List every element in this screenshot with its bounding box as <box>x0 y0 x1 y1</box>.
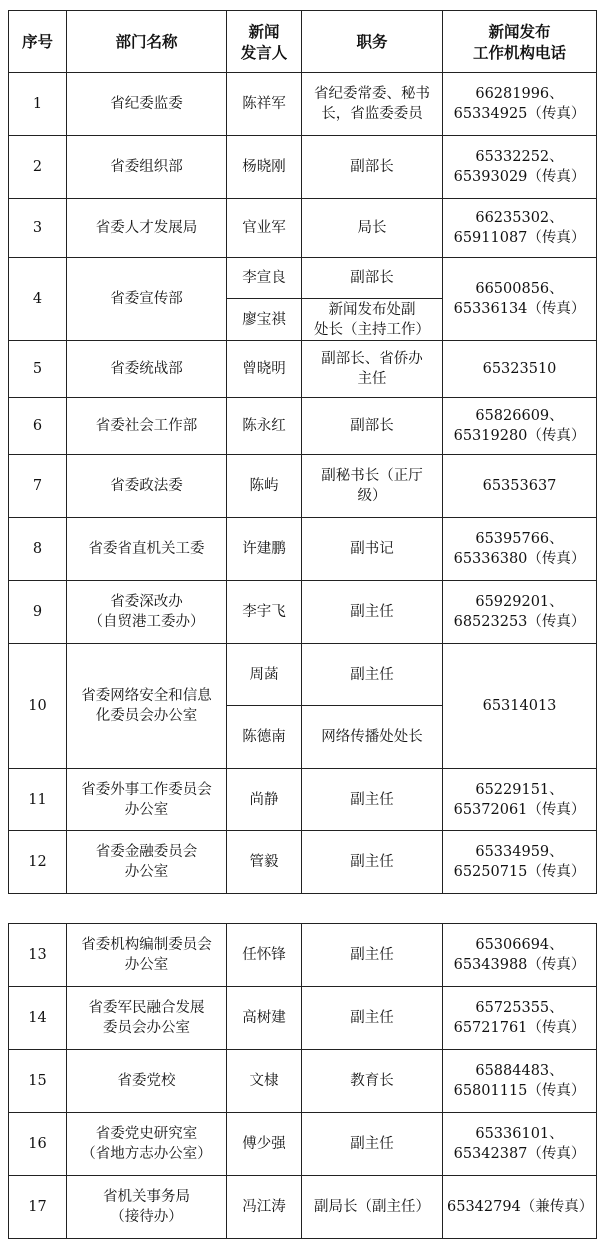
table-row <box>9 398 597 455</box>
dept-cell: 省委党校 <box>67 1050 227 1113</box>
dept-cell: 省委机构编制委员会 办公室 <box>67 924 227 987</box>
header-position: 职务 <box>302 11 443 73</box>
table-row <box>9 258 597 299</box>
seq-cell: 9 <box>9 581 67 644</box>
seq-cell: 17 <box>9 1176 67 1239</box>
phone-cell: 66235302、 65911087（传真） <box>443 199 597 258</box>
phone-cell: 65395766、 65336380（传真） <box>443 518 597 581</box>
table-row <box>9 769 597 831</box>
position-cell: 副部长、省侨办 主任 <box>302 341 443 398</box>
position-cell: 局长 <box>302 199 443 258</box>
seq-cell: 1 <box>9 73 67 136</box>
dept-cell: 省委人才发展局 <box>67 199 227 258</box>
header-seq: 序号 <box>9 11 67 73</box>
speaker-cell: 曾晓明 <box>227 341 302 398</box>
dept-cell: 省委社会工作部 <box>67 398 227 455</box>
position-cell: 副部长 <box>302 398 443 455</box>
table-row <box>9 1113 597 1176</box>
position-cell: 网络传播处处长 <box>302 706 443 769</box>
phone-cell: 66500856、 65336134（传真） <box>443 258 597 341</box>
position-cell: 副主任 <box>302 924 443 987</box>
speaker-cell: 冯江涛 <box>227 1176 302 1239</box>
seq-cell: 14 <box>9 987 67 1050</box>
phone-cell: 65725355、 65721761（传真） <box>443 987 597 1050</box>
seq-cell: 5 <box>9 341 67 398</box>
speaker-cell: 高树建 <box>227 987 302 1050</box>
phone-cell: 65229151、 65372061（传真） <box>443 769 597 831</box>
position-cell: 副主任 <box>302 644 443 706</box>
position-cell: 副主任 <box>302 769 443 831</box>
dept-cell: 省委军民融合发展 委员会办公室 <box>67 987 227 1050</box>
seq-cell: 3 <box>9 199 67 258</box>
seq-cell: 13 <box>9 924 67 987</box>
speaker-cell: 任怀锋 <box>227 924 302 987</box>
seq-cell: 2 <box>9 136 67 199</box>
phone-cell: 65323510 <box>443 341 597 398</box>
press-spokesperson-table-continued <box>8 923 597 1239</box>
speaker-cell: 傅少强 <box>227 1113 302 1176</box>
position-cell: 副书记 <box>302 518 443 581</box>
table-row <box>9 644 597 706</box>
position-cell: 副秘书长（正厅 级） <box>302 455 443 518</box>
seq-cell: 4 <box>9 258 67 341</box>
speaker-cell: 陈德南 <box>227 706 302 769</box>
seq-cell: 10 <box>9 644 67 769</box>
speaker-cell: 李宣良 <box>227 258 302 299</box>
seq-cell: 15 <box>9 1050 67 1113</box>
header-dept: 部门名称 <box>67 11 227 73</box>
position-cell: 副主任 <box>302 581 443 644</box>
phone-cell: 65342794（兼传真） <box>443 1176 597 1239</box>
dept-cell: 省委宣传部 <box>67 258 227 341</box>
table-row <box>9 73 597 136</box>
speaker-cell: 杨晓刚 <box>227 136 302 199</box>
position-cell: 副主任 <box>302 831 443 894</box>
speaker-cell: 许建鹏 <box>227 518 302 581</box>
dept-cell: 省委外事工作委员会 办公室 <box>67 769 227 831</box>
speaker-cell: 管毅 <box>227 831 302 894</box>
speaker-cell: 陈永红 <box>227 398 302 455</box>
speaker-cell: 尚静 <box>227 769 302 831</box>
position-cell: 副部长 <box>302 258 443 299</box>
position-cell: 副部长 <box>302 136 443 199</box>
phone-cell: 65334959、 65250715（传真） <box>443 831 597 894</box>
dept-cell: 省委政法委 <box>67 455 227 518</box>
phone-cell: 65336101、 65342387（传真） <box>443 1113 597 1176</box>
position-cell: 省纪委常委、秘书 长，省监委委员 <box>302 73 443 136</box>
table-row <box>9 341 597 398</box>
table-row <box>9 581 597 644</box>
speaker-cell: 官业军 <box>227 199 302 258</box>
speaker-cell: 李宇飞 <box>227 581 302 644</box>
header-row <box>9 11 597 73</box>
position-cell: 副主任 <box>302 987 443 1050</box>
phone-cell: 65353637 <box>443 455 597 518</box>
phone-cell: 65929201、 68523253（传真） <box>443 581 597 644</box>
seq-cell: 8 <box>9 518 67 581</box>
seq-cell: 6 <box>9 398 67 455</box>
speaker-cell: 廖宝祺 <box>227 299 302 341</box>
table-row <box>9 199 597 258</box>
phone-cell: 66281996、 65334925（传真） <box>443 73 597 136</box>
table-row <box>9 987 597 1050</box>
position-cell: 副局长（副主任） <box>302 1176 443 1239</box>
speaker-cell: 周菡 <box>227 644 302 706</box>
speaker-cell: 文棣 <box>227 1050 302 1113</box>
phone-cell: 65314013 <box>443 644 597 769</box>
seq-cell: 16 <box>9 1113 67 1176</box>
speaker-cell: 陈祥军 <box>227 73 302 136</box>
dept-cell: 省机关事务局 （接待办） <box>67 1176 227 1239</box>
header-speaker: 新闻 发言人 <box>227 11 302 73</box>
table-row <box>9 518 597 581</box>
press-spokesperson-table <box>8 10 597 894</box>
dept-cell: 省纪委监委 <box>67 73 227 136</box>
table-row <box>9 1050 597 1113</box>
dept-cell: 省委省直机关工委 <box>67 518 227 581</box>
dept-cell: 省委深改办 （自贸港工委办） <box>67 581 227 644</box>
position-cell: 教育长 <box>302 1050 443 1113</box>
position-cell: 新闻发布处副 处长（主持工作） <box>302 299 443 341</box>
phone-cell: 65826609、 65319280（传真） <box>443 398 597 455</box>
position-cell: 副主任 <box>302 1113 443 1176</box>
dept-cell: 省委网络安全和信息 化委员会办公室 <box>67 644 227 769</box>
phone-cell: 65884483、 65801115（传真） <box>443 1050 597 1113</box>
seq-cell: 12 <box>9 831 67 894</box>
dept-cell: 省委党史研究室 （省地方志办公室） <box>67 1113 227 1176</box>
phone-cell: 65332252、 65393029（传真） <box>443 136 597 199</box>
speaker-cell: 陈屿 <box>227 455 302 518</box>
dept-cell: 省委组织部 <box>67 136 227 199</box>
table-row <box>9 136 597 199</box>
dept-cell: 省委金融委员会 办公室 <box>67 831 227 894</box>
header-phone: 新闻发布 工作机构电话 <box>443 11 597 73</box>
seq-cell: 7 <box>9 455 67 518</box>
dept-cell: 省委统战部 <box>67 341 227 398</box>
seq-cell: 11 <box>9 769 67 831</box>
table-row <box>9 455 597 518</box>
table-row <box>9 831 597 894</box>
phone-cell: 65306694、 65343988（传真） <box>443 924 597 987</box>
table-row <box>9 1176 597 1239</box>
table-row <box>9 924 597 987</box>
